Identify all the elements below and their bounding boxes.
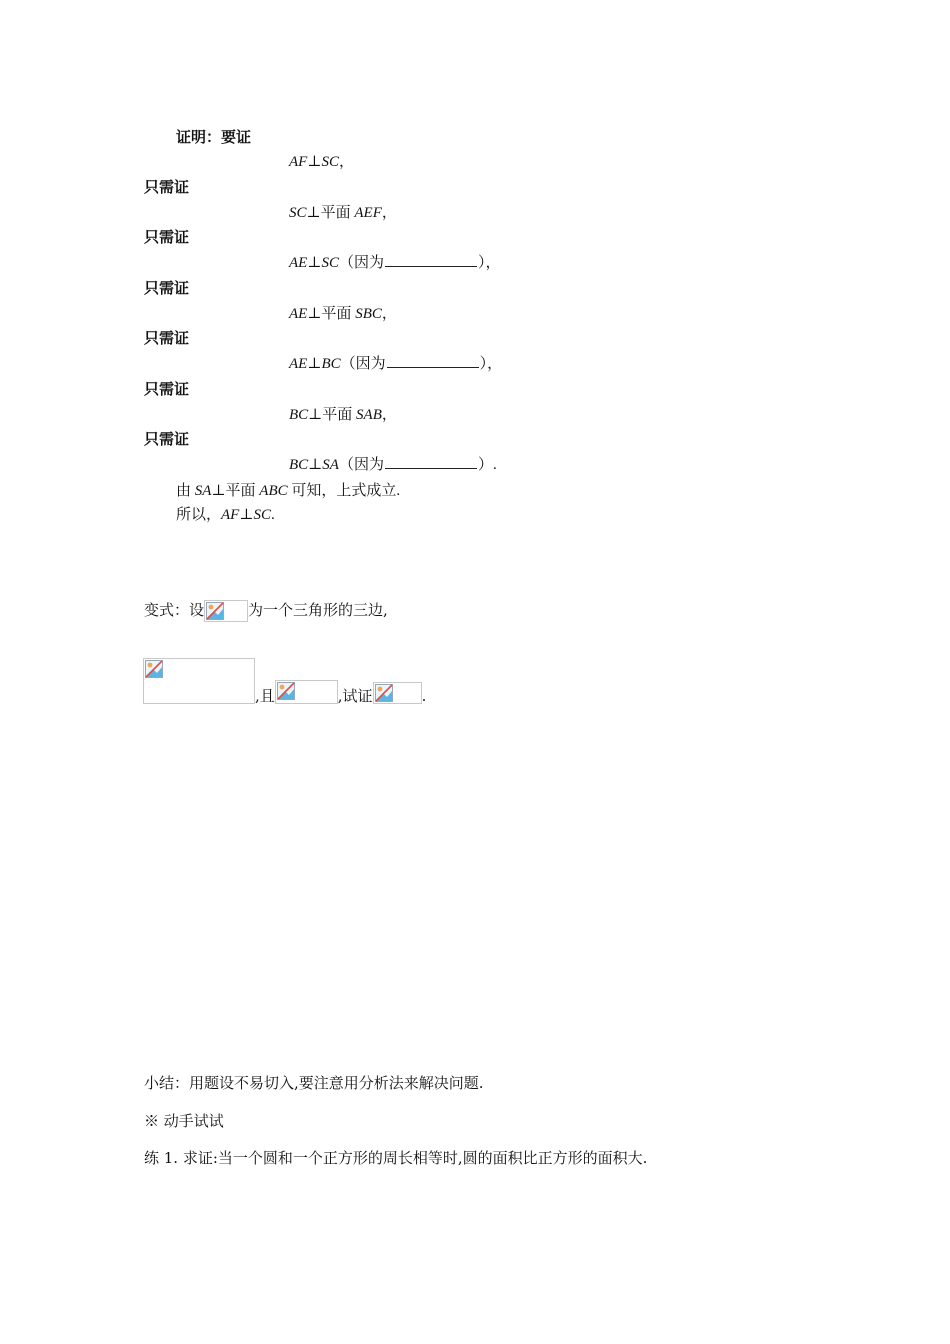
need-label-5: 只需证 (144, 380, 190, 398)
formula-image-abc (204, 600, 248, 622)
broken-image-icon (145, 660, 163, 678)
step-rhs: SBC (355, 306, 382, 322)
reason-prefix: （因为 (340, 356, 386, 372)
variant-line-1 (144, 598, 388, 622)
step-lhs: BC (289, 407, 309, 423)
conclusion-prefix: 所以， (176, 507, 222, 523)
conclusion-prefix: 由 (176, 483, 195, 499)
proof-step-3 (289, 251, 500, 272)
proof-step-7 (289, 453, 497, 474)
step-suffix: ， (381, 407, 397, 423)
step-relation: ⊥平面 (308, 407, 353, 423)
broken-image-icon (375, 684, 393, 702)
exercise-1: 练 1. 求证:当一个圆和一个正方形的周长相等时,圆的面积比正方形的面积大. (144, 1149, 648, 1167)
variant-label: 变式：设 (144, 601, 205, 619)
conclusion-term-b: SC (253, 507, 271, 523)
proof-step-4 (289, 302, 397, 323)
step-suffix: ， (381, 205, 397, 221)
step-rhs: SC (321, 154, 339, 170)
step-lhs: BC (289, 457, 309, 473)
conclusion-relation: ⊥ (239, 507, 254, 523)
fill-blank[interactable] (385, 456, 477, 469)
need-label-1: 只需证 (144, 178, 190, 196)
step-lhs: AE (289, 255, 308, 271)
proof-step-2 (289, 201, 397, 222)
need-label-6: 只需证 (144, 430, 190, 448)
step-rhs: SC (321, 255, 339, 271)
conclusion-suffix: 可知，上式成立. (287, 483, 401, 499)
step-suffix: ， (338, 154, 354, 170)
step-rhs: AEF (354, 205, 382, 221)
proof-step-5 (289, 352, 502, 373)
variant-end-text: . (421, 687, 427, 705)
step-rhs: BC (321, 356, 341, 372)
reason-suffix: ）， (477, 255, 501, 271)
variant-and-text: ,且 (255, 687, 275, 705)
need-label-2: 只需证 (144, 228, 190, 246)
summary-text: 小结：用题设不易切入,要注意用分析法来解决问题. (144, 1074, 484, 1092)
proof-step-6 (289, 403, 397, 424)
variant-prove-text: ,试证 (337, 687, 373, 705)
proof-heading: 证明：要证 (176, 128, 252, 146)
reason-prefix: （因为 (338, 255, 384, 271)
proof-step-1 (289, 150, 354, 171)
step-relation: ⊥ (307, 154, 322, 170)
conclusion-term-a: SA (194, 483, 212, 499)
proof-conclusion-2 (176, 503, 275, 524)
step-lhs: AF (289, 154, 308, 170)
conclusion-relation: ⊥平面 (211, 483, 260, 499)
fill-blank[interactable] (385, 254, 477, 267)
need-label-4: 只需证 (144, 329, 190, 347)
variant-line-2 (143, 658, 426, 704)
step-lhs: AE (289, 306, 308, 322)
formula-image-claim (373, 682, 422, 704)
formula-image-condition (143, 658, 255, 704)
broken-image-icon (277, 682, 295, 700)
step-relation: ⊥ (307, 255, 322, 271)
broken-image-icon (206, 602, 224, 620)
step-relation: ⊥ (308, 457, 323, 473)
step-lhs: SC (289, 205, 307, 221)
fill-blank[interactable] (387, 355, 479, 368)
step-relation: ⊥平面 (307, 306, 352, 322)
proof-conclusion-1 (176, 479, 400, 500)
step-lhs: AE (289, 356, 308, 372)
reason-suffix: ）. (477, 457, 497, 473)
conclusion-term-a: AF (221, 507, 240, 523)
reason-suffix: ）， (479, 356, 503, 372)
step-suffix: ， (381, 306, 397, 322)
reason-prefix: （因为 (338, 457, 384, 473)
step-rhs: SAB (356, 407, 382, 423)
need-label-3: 只需证 (144, 279, 190, 297)
hands-on-heading: ※ 动手试试 (144, 1112, 224, 1130)
conclusion-suffix: . (270, 507, 275, 523)
step-rhs: SA (322, 457, 339, 473)
step-relation: ⊥ (307, 356, 322, 372)
formula-image-given (275, 680, 338, 704)
variant-text: 为一个三角形的三边, (248, 601, 388, 619)
conclusion-term-b: ABC (259, 483, 288, 499)
step-relation: ⊥平面 (306, 205, 351, 221)
